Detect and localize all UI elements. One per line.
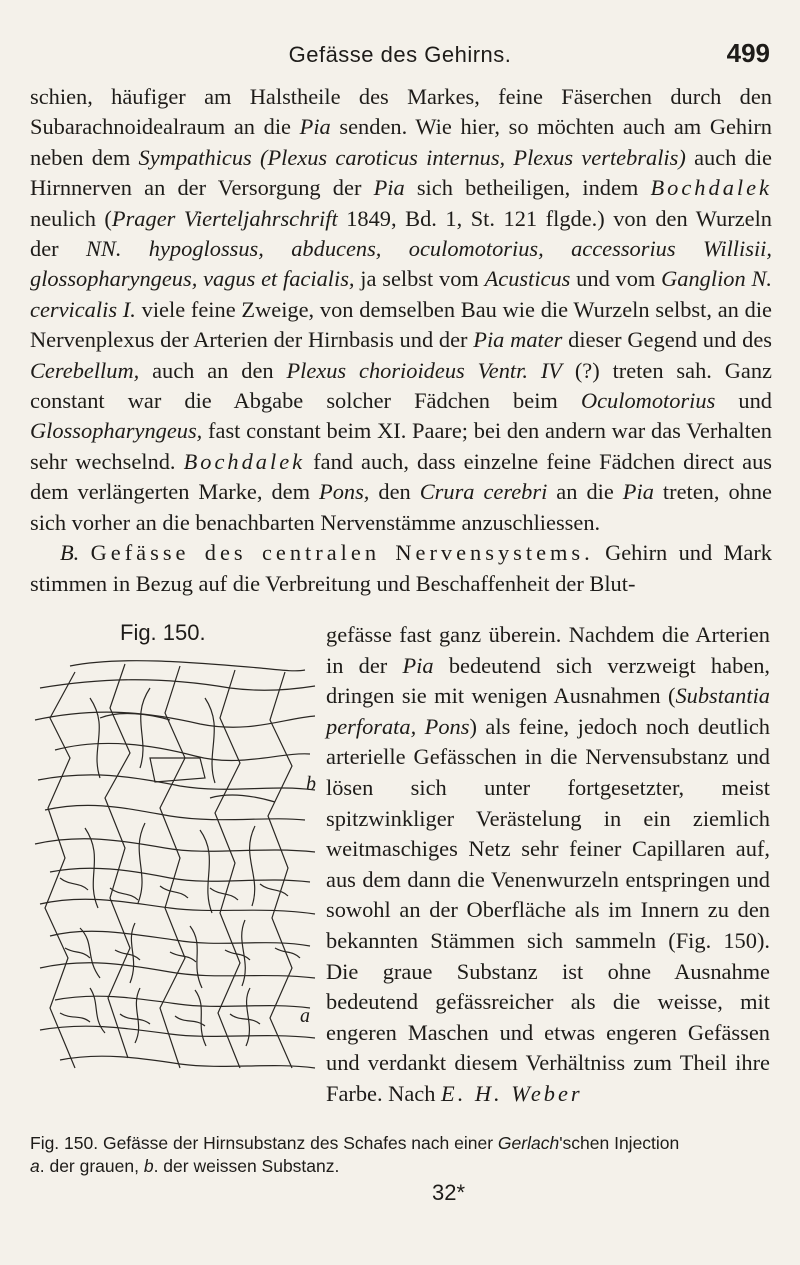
figure-caption: Fig. 150. Gefässe der Hirnsubstanz des Schafes nach einer Gerlach'schen Injection a. der grauen, b. der weissen Substanz. bbox=[30, 1133, 680, 1176]
paragraph-2: B. Gefässe des centralen Nervensystems. Gehirn und Mark stimmen in Bezug auf die Verbreitung und Beschaffenheit der Blut- bbox=[30, 540, 772, 596]
figure-150 bbox=[30, 620, 320, 1098]
figure-label: Fig. 150. bbox=[120, 620, 206, 645]
page-header bbox=[30, 38, 770, 78]
paragraph-1: schien, häufiger am Halstheile des Markes, feine Fäserchen durch den Subarachnoidealraum an die Pia senden. Wie hier, so möchten auch am Gehirn neben dem Sympathicus (Plexus caroticus internus, Plexus vertebralis) auch die Hirnnerven an der Versorgung der Pia sich betheiligen, indem Bochdalek neulich (Prager Vierteljahrschrift 1849, Bd. 1, St. 121 flgde.) von den Wurzeln der NN. hypoglossus, abducens, oculomotorius, accessorius Willisii, glossopharyngeus, vagus et facialis, ja selbst vom Acusticus und vom Ganglion N. cervicalis I. viele feine Zweige, von demselben Bau wie die Wurzeln selbst, an die Nervenplexus der Arterien der Hirnbasis und der Pia mater dieser Gegend und des Cerebellum, auch an den Plexus chorioideus Ventr. IV (?) treten sah. Ganz constant war die Abgabe solcher Fädchen beim Oculomotorius und Glossopharyngeus, fast constant beim XI. Paare; bei den andern war das Verhalten sehr wechselnd. Bochdalek fand auch, dass einzelne feine Fädchen direct aus dem verlängerten Marke, dem Pons, den Crura cerebri an die Pia treten, ohne sich vorher an die benachbarten Nervenstämme anzuschliessen. bbox=[30, 84, 773, 535]
signature-mark: 32* bbox=[432, 1180, 466, 1205]
paragraph-2-continuation: gefässe fast ganz überein. Nachdem die Arterien in der Pia bedeutend sich verzweigt haben, dringen sie mit wenigen Ausnahmen (Substantia perforata, Pons) als feine, jedoch noch deutlich arterielle Gefässchen in die Nervensubstanz und lösen sich unter fortgesetzter, meist spitzwinkliger Verästelung in ein ziemlich weitmaschiges Netz sehr feiner Capillaren auf, aus dem dann die Venenwurzeln entspringen und sowohl an der Oberfläche als im Innern zu den bekannten Stämmen sich sammeln (Fig. 150). Die graue Substanz ist ohne Ausnahme bedeutend gefässreicher als die weisse, mit engeren Maschen und etwas engeren Gefässen und verdankt diesem Verhältniss zum Theil ihre Farbe. Nach E. H. Weber bbox=[326, 622, 770, 1106]
figure-letter-a: a bbox=[300, 1005, 310, 1027]
section-heading: Gefässe des centralen Nervensystems. bbox=[90, 540, 594, 566]
page-number: 499 bbox=[726, 38, 770, 68]
figure-letter-b: b bbox=[306, 773, 316, 795]
vessel-network-illustration bbox=[30, 658, 320, 1098]
main-text bbox=[30, 82, 772, 599]
running-title: Gefässe des Gehirns. bbox=[288, 42, 512, 67]
